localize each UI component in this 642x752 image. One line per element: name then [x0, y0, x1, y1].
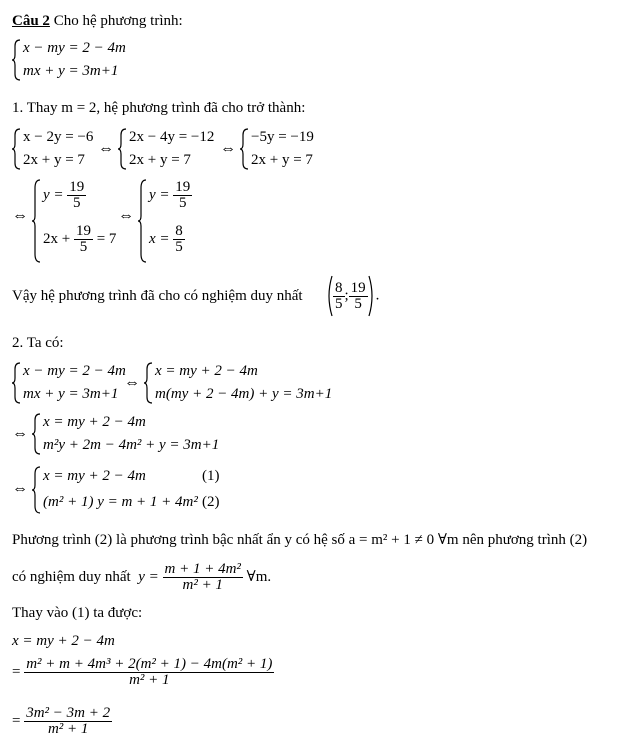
denominator: 5 — [79, 239, 88, 255]
numerator: m² + m + 4m³ + 2(m² + 1) − 4m(m² + 1) — [26, 656, 273, 673]
paragraph-line: Phương trình (2) là phương trình bậc nhất ẩn y có hệ số a = m² + 1 ≠ 0 ∀m nên phương trình (2) — [12, 532, 588, 548]
equation-tag: (2) — [202, 494, 220, 510]
fraction — [74, 224, 93, 255]
equivalence-symbol: ⇔ — [98, 140, 114, 157]
equivalence-symbol: ⇔ — [12, 425, 28, 442]
system-row: x = my + 2 − 4m — [155, 363, 258, 379]
system-original — [12, 38, 172, 82]
equals-sign: = — [12, 664, 21, 680]
fraction — [67, 180, 86, 211]
part2-heading: 2. Ta có: — [12, 335, 64, 351]
numerator: 8 — [175, 223, 183, 239]
system-row: mx + y = 3m+1 — [23, 63, 119, 79]
text: ∀m. — [246, 569, 272, 585]
lhs: y = — [149, 186, 170, 203]
system-s2b — [144, 361, 344, 405]
denominator: m² + 1 — [182, 577, 223, 594]
brace-icon — [144, 361, 154, 405]
brace-icon — [12, 38, 22, 82]
system-row: 2x + y = 7 — [251, 152, 313, 168]
lhs: 2x + — [43, 230, 71, 247]
equivalence-symbol: ⇔ — [118, 207, 134, 224]
numerator: 3m² − 3m + 2 — [26, 705, 111, 722]
conclusion-1: Vậy hệ phương trình đã cho có nghiệm duy nhất — [12, 288, 303, 304]
lhs: x = — [149, 230, 170, 247]
brace-icon — [138, 178, 148, 264]
fraction — [173, 224, 185, 255]
left-paren-icon — [325, 275, 333, 317]
brace-icon — [12, 361, 22, 405]
question-label: Câu 2 — [12, 13, 50, 29]
numerator: m + 1 + 4m² — [164, 561, 241, 578]
question-intro: Cho hệ phương trình: — [53, 13, 183, 29]
system-row: x = my + 2 − 4m — [43, 414, 146, 430]
numerator: 8 — [335, 279, 343, 296]
fraction — [173, 180, 192, 211]
numerator: 19 — [175, 179, 191, 195]
system-row: x − 2y = −6 — [23, 129, 94, 145]
system-row: m²y + 2m − 4m² + y = 3m+1 — [43, 437, 220, 453]
brace-icon — [32, 412, 42, 456]
equivalence-symbol: ⇔ — [12, 480, 28, 497]
fraction — [24, 657, 274, 688]
numerator: 19 — [350, 279, 366, 296]
brace-icon — [240, 127, 250, 171]
fraction — [333, 281, 345, 312]
denominator: m² + 1 — [47, 721, 89, 738]
numerator: 19 — [75, 223, 91, 239]
lhs: y = — [43, 186, 64, 203]
system-s1c — [240, 127, 330, 171]
equivalence-symbol: ⇔ — [12, 207, 28, 224]
system-row: −5y = −19 — [251, 129, 314, 145]
x-expression-step — [12, 654, 274, 690]
question-header — [12, 12, 183, 30]
denominator: 5 — [73, 195, 81, 211]
system-row: 2x + y = 7 — [23, 152, 85, 168]
equals-sign: = — [12, 713, 21, 729]
fraction — [163, 562, 243, 593]
system-s1b — [118, 127, 228, 171]
denominator: 5 — [175, 239, 183, 255]
solution-pair: $\frac{8}{5}$ ; $\frac{19}{5}$ . — [325, 275, 379, 317]
system-s1e — [138, 178, 208, 264]
system-s2a — [12, 361, 142, 405]
system-s2c — [32, 412, 242, 456]
x-expression: x = my + 2 − 4m — [12, 633, 115, 649]
brace-icon — [12, 127, 22, 171]
system-row: x − my = 2 − 4m — [23, 363, 126, 379]
part1-heading: 1. Thay m = 2, hệ phương trình đã cho trở thành: — [12, 100, 306, 116]
equivalence-symbol: ⇔ — [220, 140, 236, 157]
system-s1a — [12, 127, 112, 171]
denominator: 5 — [354, 295, 362, 312]
text: có nghiệm duy nhất — [12, 569, 131, 585]
denominator: 5 — [335, 295, 343, 312]
system-s2d — [32, 465, 232, 515]
fraction — [349, 281, 368, 312]
x-expression-result — [12, 703, 112, 739]
numerator: 19 — [69, 179, 85, 195]
denominator: m² + 1 — [129, 672, 170, 689]
system-row: x = my + 2 − 4m — [43, 468, 146, 484]
system-row: m(my + 2 − 4m) + y = 3m+1 — [155, 386, 333, 402]
fraction — [24, 706, 112, 737]
system-row: 2x + y = 7 — [129, 152, 191, 168]
system-row: mx + y = 3m+1 — [23, 386, 119, 402]
system-s1d — [32, 178, 122, 264]
system-row: (m² + 1) y = m + 1 + 4m² — [43, 494, 198, 510]
right-paren-icon — [368, 275, 376, 317]
brace-icon — [32, 465, 42, 515]
denominator: 5 — [179, 195, 187, 211]
paragraph-line: có nghiệm duy nhất y = $\frac{\text{m + 1 + 4m²}}{\text{m² + 1}}$ ∀m. — [12, 561, 272, 594]
brace-icon — [32, 178, 42, 264]
brace-icon — [118, 127, 128, 171]
equivalence-symbol: ⇔ — [124, 374, 140, 391]
equation-tag: (1) — [202, 468, 220, 484]
rhs: = 7 — [96, 230, 117, 247]
system-row: x − my = 2 − 4m — [23, 40, 126, 56]
substitute-heading: Thay vào (1) ta được: — [12, 605, 143, 621]
system-row: 2x − 4y = −12 — [129, 129, 215, 145]
